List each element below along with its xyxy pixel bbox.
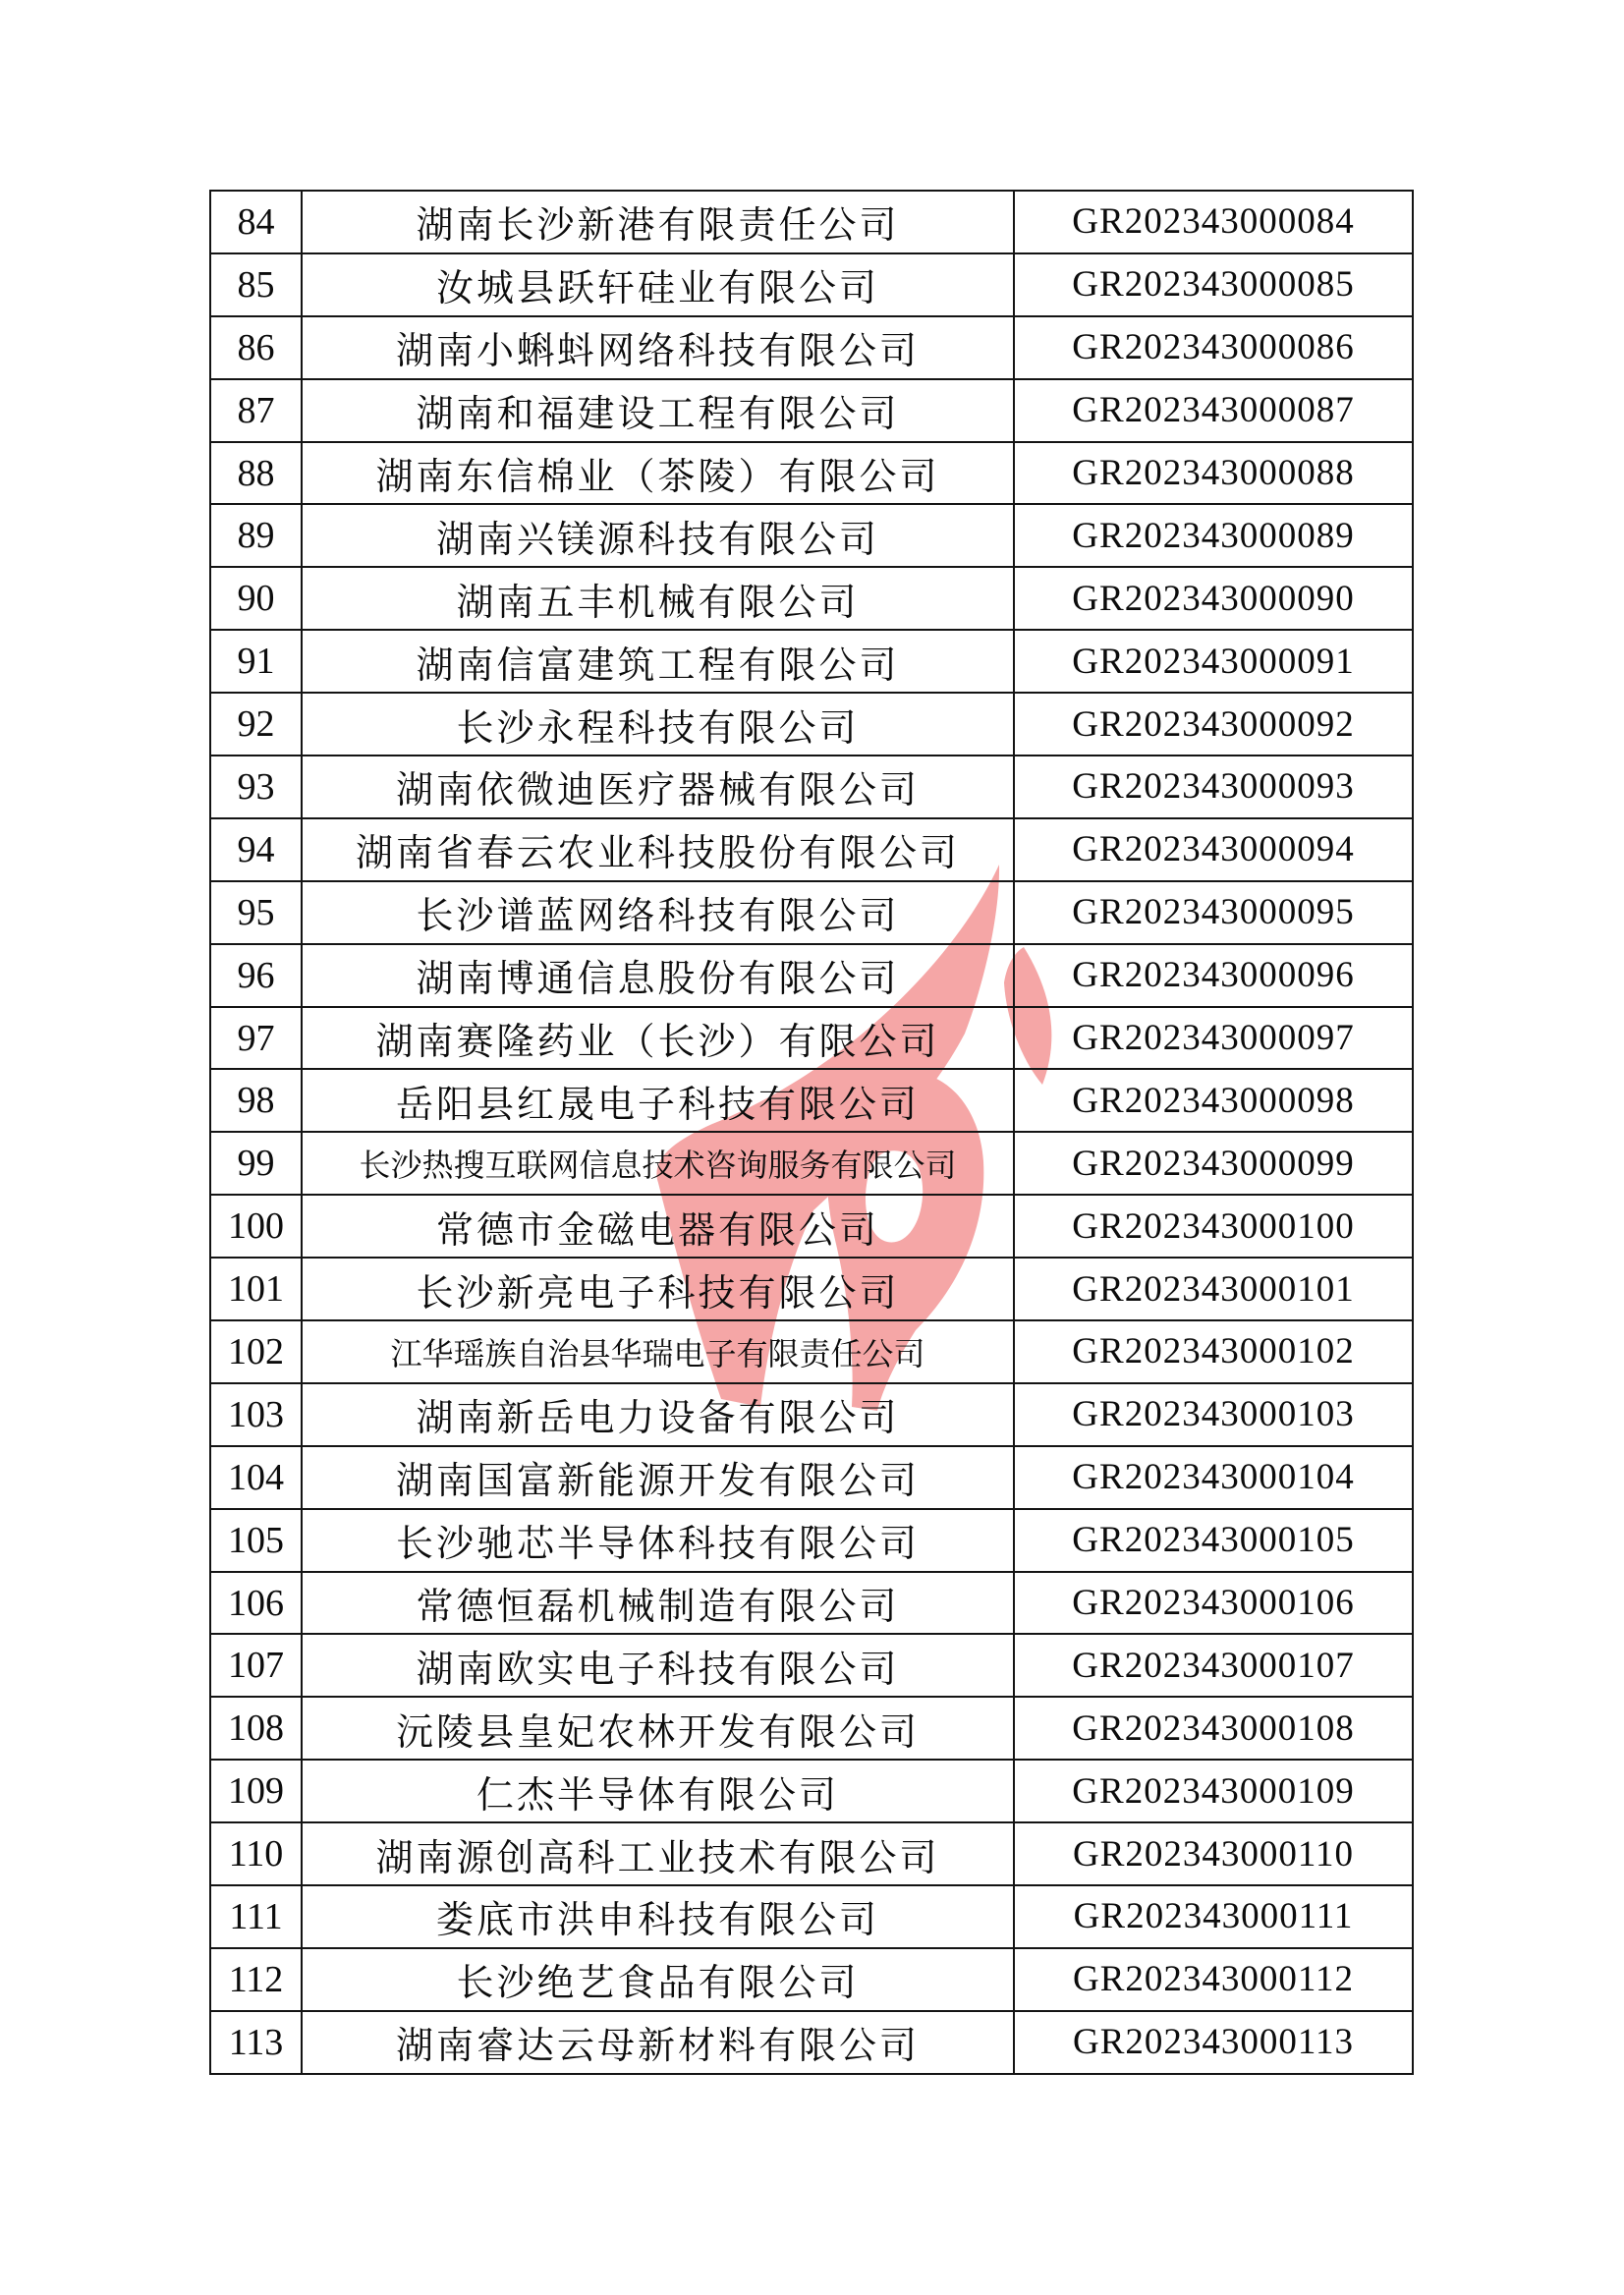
certificate-number: GR202343000108 bbox=[1014, 1697, 1413, 1760]
row-number: 96 bbox=[210, 944, 302, 1007]
certificate-number: GR202343000113 bbox=[1014, 2011, 1413, 2074]
certificate-number: GR202343000098 bbox=[1014, 1069, 1413, 1132]
company-name: 常德市金磁电器有限公司 bbox=[302, 1195, 1014, 1258]
row-number: 92 bbox=[210, 693, 302, 756]
company-name: 汝城县跃轩硅业有限公司 bbox=[302, 253, 1014, 316]
table-row bbox=[210, 944, 1413, 1007]
certificate-number: GR202343000100 bbox=[1014, 1195, 1413, 1258]
row-number: 100 bbox=[210, 1195, 302, 1258]
row-number: 113 bbox=[210, 2011, 302, 2074]
certificate-number: GR202343000102 bbox=[1014, 1320, 1413, 1383]
high-tech-enterprise-table bbox=[209, 190, 1414, 2075]
table-row bbox=[210, 567, 1413, 630]
table-row bbox=[210, 1258, 1413, 1320]
row-number: 103 bbox=[210, 1383, 302, 1446]
company-name: 湖南赛隆药业（长沙）有限公司 bbox=[302, 1007, 1014, 1070]
company-name: 长沙新亮电子科技有限公司 bbox=[302, 1258, 1014, 1320]
company-name: 长沙驰芯半导体科技有限公司 bbox=[302, 1509, 1014, 1572]
row-number: 87 bbox=[210, 379, 302, 442]
table-row bbox=[210, 2011, 1413, 2074]
certificate-number: GR202343000093 bbox=[1014, 756, 1413, 818]
certificate-number: GR202343000109 bbox=[1014, 1760, 1413, 1822]
company-name: 江华瑶族自治县华瑞电子有限责任公司 bbox=[302, 1320, 1014, 1383]
table-row bbox=[210, 1069, 1413, 1132]
table-row bbox=[210, 1822, 1413, 1885]
company-name: 湖南省春云农业科技股份有限公司 bbox=[302, 818, 1014, 881]
company-name: 湖南小蝌蚪网络科技有限公司 bbox=[302, 316, 1014, 379]
company-name: 湖南和福建设工程有限公司 bbox=[302, 379, 1014, 442]
certificate-number: GR202343000095 bbox=[1014, 881, 1413, 944]
certificate-number: GR202343000105 bbox=[1014, 1509, 1413, 1572]
company-name: 长沙热搜互联网信息技术咨询服务有限公司 bbox=[302, 1132, 1014, 1195]
table-row bbox=[210, 504, 1413, 567]
table-row bbox=[210, 1195, 1413, 1258]
row-number: 84 bbox=[210, 191, 302, 253]
table-body bbox=[210, 191, 1413, 2074]
company-name: 湖南长沙新港有限责任公司 bbox=[302, 191, 1014, 253]
row-number: 106 bbox=[210, 1572, 302, 1635]
certificate-number: GR202343000091 bbox=[1014, 630, 1413, 693]
company-name: 长沙谱蓝网络科技有限公司 bbox=[302, 881, 1014, 944]
company-name: 长沙绝艺食品有限公司 bbox=[302, 1948, 1014, 2011]
table-row bbox=[210, 1634, 1413, 1697]
row-number: 88 bbox=[210, 442, 302, 505]
row-number: 105 bbox=[210, 1509, 302, 1572]
company-name: 湖南兴镁源科技有限公司 bbox=[302, 504, 1014, 567]
row-number: 97 bbox=[210, 1007, 302, 1070]
table-row bbox=[210, 1948, 1413, 2011]
company-name: 娄底市洪申科技有限公司 bbox=[302, 1885, 1014, 1948]
row-number: 91 bbox=[210, 630, 302, 693]
certificate-number: GR202343000097 bbox=[1014, 1007, 1413, 1070]
company-name: 长沙永程科技有限公司 bbox=[302, 693, 1014, 756]
row-number: 108 bbox=[210, 1697, 302, 1760]
certificate-number: GR202343000090 bbox=[1014, 567, 1413, 630]
row-number: 98 bbox=[210, 1069, 302, 1132]
certificate-number: GR202343000110 bbox=[1014, 1822, 1413, 1885]
company-name: 湖南新岳电力设备有限公司 bbox=[302, 1383, 1014, 1446]
row-number: 101 bbox=[210, 1258, 302, 1320]
certificate-number: GR202343000092 bbox=[1014, 693, 1413, 756]
table-row bbox=[210, 693, 1413, 756]
row-number: 90 bbox=[210, 567, 302, 630]
certificate-number: GR202343000099 bbox=[1014, 1132, 1413, 1195]
table-row bbox=[210, 1132, 1413, 1195]
table-row bbox=[210, 442, 1413, 505]
certificate-number: GR202343000089 bbox=[1014, 504, 1413, 567]
certificate-number: GR202343000111 bbox=[1014, 1885, 1413, 1948]
company-name: 湖南博通信息股份有限公司 bbox=[302, 944, 1014, 1007]
certificate-number: GR202343000087 bbox=[1014, 379, 1413, 442]
row-number: 112 bbox=[210, 1948, 302, 2011]
table-row bbox=[210, 191, 1413, 253]
table-row bbox=[210, 316, 1413, 379]
company-name: 湖南欧实电子科技有限公司 bbox=[302, 1634, 1014, 1697]
table-row bbox=[210, 1885, 1413, 1948]
company-name: 湖南国富新能源开发有限公司 bbox=[302, 1446, 1014, 1509]
company-name: 仁杰半导体有限公司 bbox=[302, 1760, 1014, 1822]
row-number: 85 bbox=[210, 253, 302, 316]
company-name: 湖南源创高科工业技术有限公司 bbox=[302, 1822, 1014, 1885]
table-row bbox=[210, 1509, 1413, 1572]
company-name: 常德恒磊机械制造有限公司 bbox=[302, 1572, 1014, 1635]
certificate-number: GR202343000107 bbox=[1014, 1634, 1413, 1697]
certificate-number: GR202343000085 bbox=[1014, 253, 1413, 316]
row-number: 107 bbox=[210, 1634, 302, 1697]
certificate-number: GR202343000096 bbox=[1014, 944, 1413, 1007]
company-name: 湖南依微迪医疗器械有限公司 bbox=[302, 756, 1014, 818]
table-row bbox=[210, 630, 1413, 693]
table-row bbox=[210, 1383, 1413, 1446]
row-number: 94 bbox=[210, 818, 302, 881]
table-row bbox=[210, 1007, 1413, 1070]
certificate-number: GR202343000106 bbox=[1014, 1572, 1413, 1635]
certificate-number: GR202343000103 bbox=[1014, 1383, 1413, 1446]
table-row bbox=[210, 379, 1413, 442]
certificate-number: GR202343000104 bbox=[1014, 1446, 1413, 1509]
table-row bbox=[210, 1760, 1413, 1822]
row-number: 89 bbox=[210, 504, 302, 567]
table-row bbox=[210, 756, 1413, 818]
company-name: 湖南五丰机械有限公司 bbox=[302, 567, 1014, 630]
table-row bbox=[210, 1697, 1413, 1760]
table-row bbox=[210, 1320, 1413, 1383]
certificate-number: GR202343000086 bbox=[1014, 316, 1413, 379]
row-number: 109 bbox=[210, 1760, 302, 1822]
certificate-number: GR202343000112 bbox=[1014, 1948, 1413, 2011]
row-number: 102 bbox=[210, 1320, 302, 1383]
company-name: 湖南东信棉业（茶陵）有限公司 bbox=[302, 442, 1014, 505]
company-name: 湖南睿达云母新材料有限公司 bbox=[302, 2011, 1014, 2074]
certificate-number: GR202343000084 bbox=[1014, 191, 1413, 253]
company-name: 岳阳县红晟电子科技有限公司 bbox=[302, 1069, 1014, 1132]
certificate-number: GR202343000101 bbox=[1014, 1258, 1413, 1320]
row-number: 93 bbox=[210, 756, 302, 818]
row-number: 86 bbox=[210, 316, 302, 379]
row-number: 95 bbox=[210, 881, 302, 944]
row-number: 111 bbox=[210, 1885, 302, 1948]
row-number: 110 bbox=[210, 1822, 302, 1885]
row-number: 104 bbox=[210, 1446, 302, 1509]
certificate-number: GR202343000094 bbox=[1014, 818, 1413, 881]
table-row bbox=[210, 1446, 1413, 1509]
table-row bbox=[210, 253, 1413, 316]
table-row bbox=[210, 818, 1413, 881]
table-row bbox=[210, 881, 1413, 944]
certificate-number: GR202343000088 bbox=[1014, 442, 1413, 505]
table-row bbox=[210, 1572, 1413, 1635]
company-name: 湖南信富建筑工程有限公司 bbox=[302, 630, 1014, 693]
row-number: 99 bbox=[210, 1132, 302, 1195]
company-name: 沅陵县皇妃农林开发有限公司 bbox=[302, 1697, 1014, 1760]
